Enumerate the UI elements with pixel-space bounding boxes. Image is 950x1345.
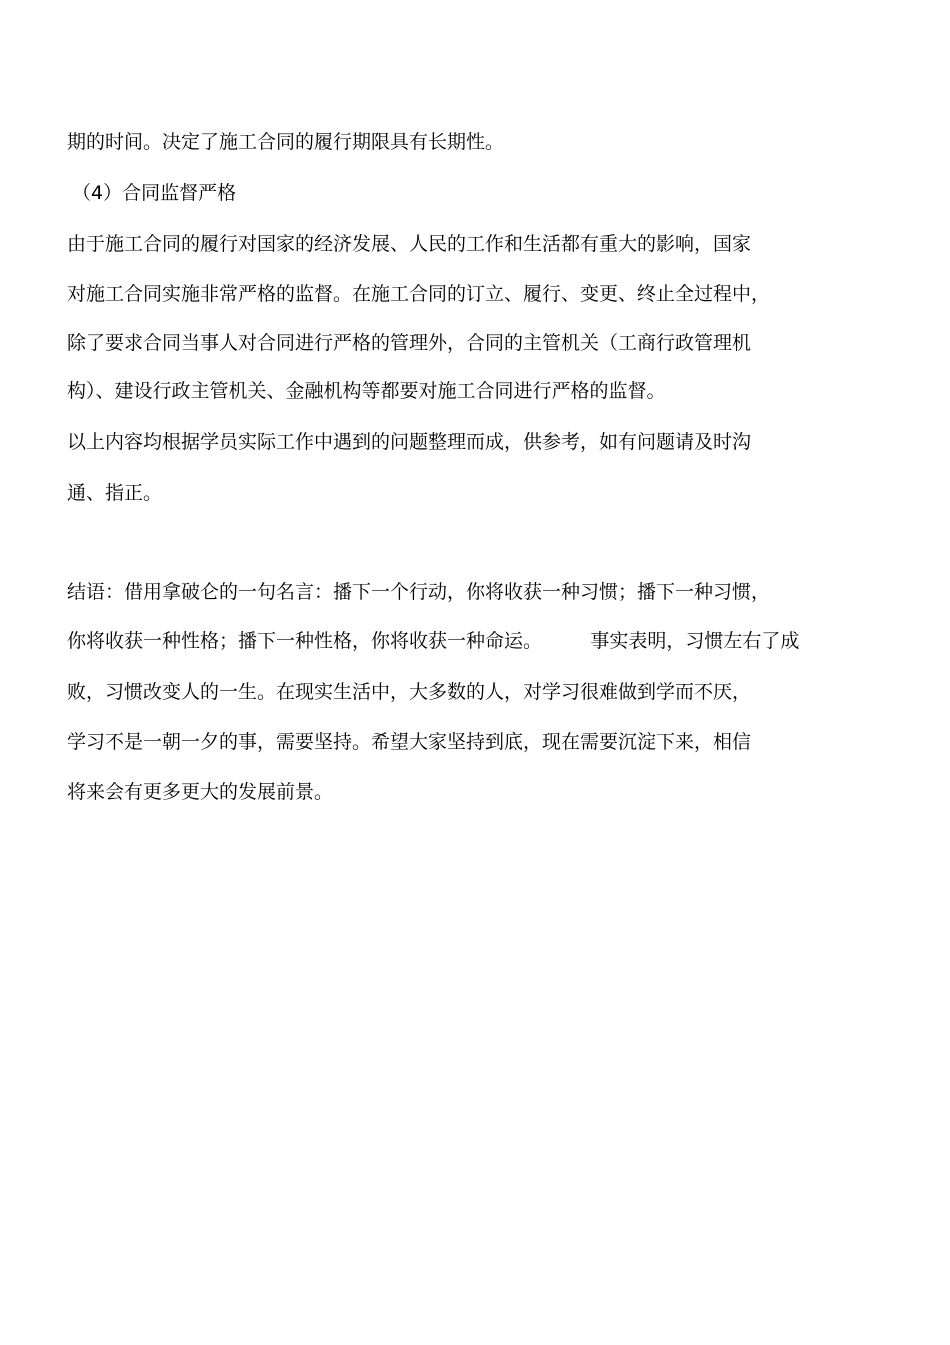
text-line: 通、指正。 — [67, 482, 163, 504]
text-line: 败，习惯改变人的一生。在现实生活中，大多数的人，对学习很难做到学而不厌， — [67, 681, 752, 703]
text-line: 你将收获一种性格；播下一种性格，你将收获一种命运。 事实表明，习惯左右了成 — [67, 630, 800, 652]
text-line: 结语：借用拿破仑的一句名言：播下一个行动，你将收获一种习惯；播下一种习惯， — [67, 581, 771, 603]
section-heading: （4）合同监督严格 — [72, 182, 237, 204]
text-line: 以上内容均根据学员实际工作中遇到的问题整理而成，供参考，如有问题请及时沟 — [67, 431, 752, 453]
text-line: 由于施工合同的履行对国家的经济发展、人民的工作和生活都有重大的影响，国家 — [67, 233, 752, 255]
text-line: 除了要求合同当事人对合同进行严格的管理外，合同的主管机关（工商行政管理机 — [67, 332, 752, 354]
text-line: 对施工合同实施非常严格的监督。在施工合同的订立、履行、变更、终止全过程中， — [67, 283, 771, 305]
text-line: 学习不是一朝一夕的事，需要坚持。希望大家坚持到底，现在需要沉淀下来，相信 — [67, 731, 752, 753]
text-line: 期的时间。决定了施工合同的履行期限具有长期性。 — [67, 131, 505, 153]
text-line: 构）、建设行政主管机关、金融机构等都要对施工合同进行严格的监督。 — [67, 380, 666, 402]
text-line: 将来会有更多更大的发展前景。 — [67, 781, 334, 803]
